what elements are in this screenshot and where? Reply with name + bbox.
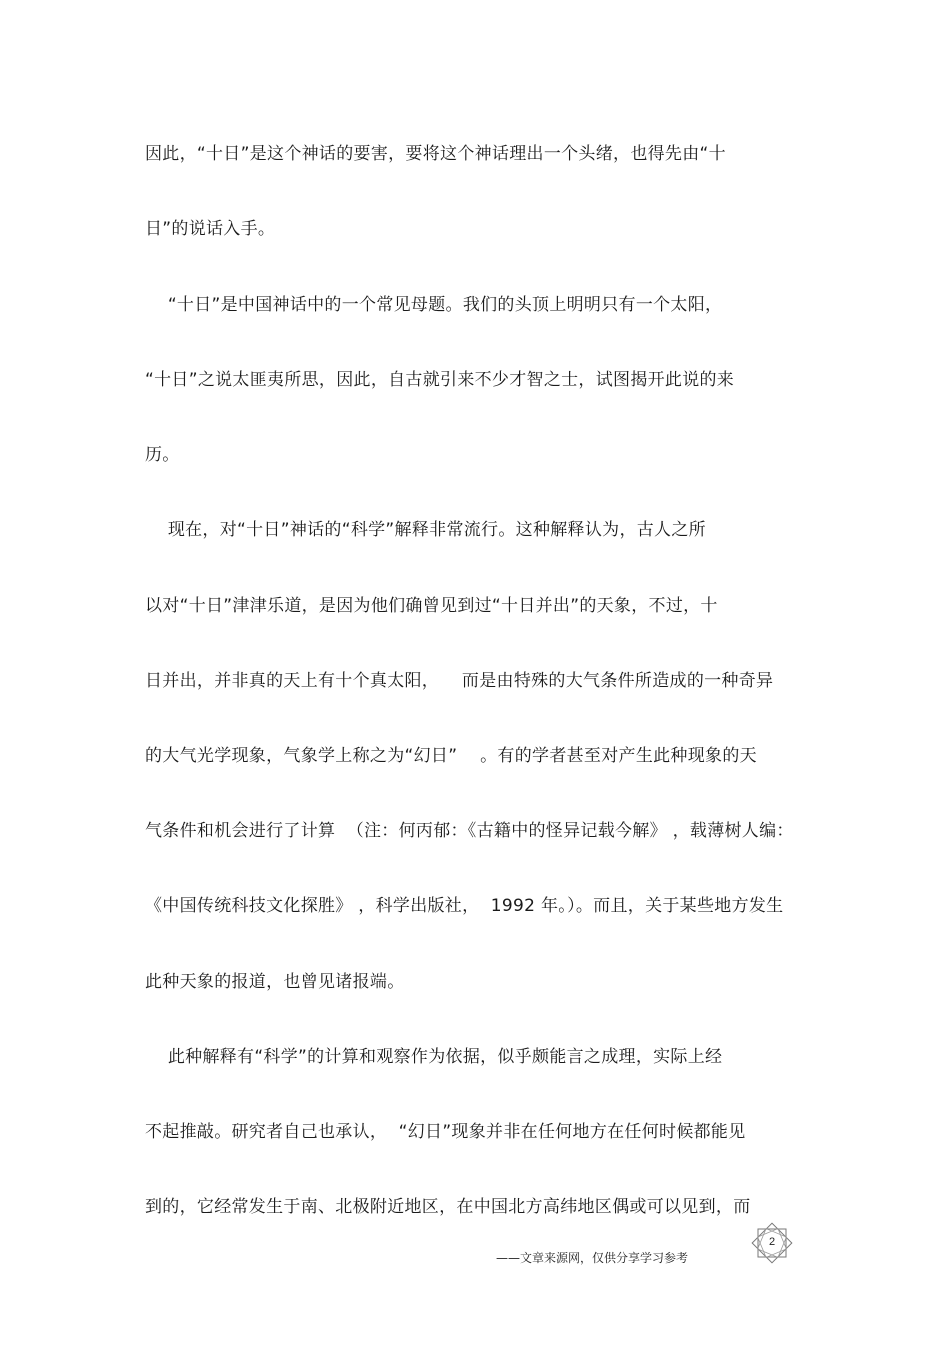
text-line: 日”的说话入手。 [145, 219, 276, 239]
text-line: 历。 [145, 445, 180, 465]
text-line: 不起推敲。研究者自己也承认， “幻日”现象并非在任何地方在任何时候都能见 [145, 1122, 746, 1142]
footer-source-note: ——文章来源网，仅供分享学习参考 [496, 1251, 689, 1265]
text-line: “十日”之说太匪夷所思，因此，自古就引来不少才智之士，试图揭开此说的来 [145, 370, 735, 390]
text-line: 此种天象的报道，也曾见诸报端。 [145, 972, 405, 992]
text-line: 现在，对“十日”神话的“科学”解释非常流行。这种解释认为，古人之所 [145, 520, 706, 540]
text-line: 因此，“十日”是这个神话的要害，要将这个神话理出一个头绪，也得先由“十 [145, 144, 726, 164]
page-number-badge [748, 1222, 796, 1264]
text-line: 到的，它经常发生于南、北极附近地区，在中国北方高纬地区偶或可以见到，而 [145, 1197, 751, 1217]
text-line: 《中国传统科技文化探胜》 ，科学出版社， 1992 年。）。而且，关于某些地方发生 [145, 896, 784, 916]
text-line: 日并出，并非真的天上有十个真太阳， 而是由特殊的大气条件所造成的一种奇异 [145, 671, 774, 691]
text-line: 以对“十日”津津乐道，是因为他们确曾见到过“十日并出”的天象，不过，十 [145, 596, 718, 616]
text-line: 此种解释有“科学”的计算和观察作为依据，似乎颇能言之成理，实际上经 [145, 1047, 723, 1067]
page-number: 2 [768, 1236, 776, 1248]
text-line: “十日”是中国神话中的一个常见母题。我们的头顶上明明只有一个太阳， [145, 295, 723, 315]
text-line: 的大气光学现象，气象学上称之为“幻日” 。有的学者甚至对产生此种现象的天 [145, 746, 757, 766]
text-line: 气条件和机会进行了计算 （注：何丙郁：《古籍中的怪异记载今解》 ，载薄树人编： [145, 821, 794, 841]
